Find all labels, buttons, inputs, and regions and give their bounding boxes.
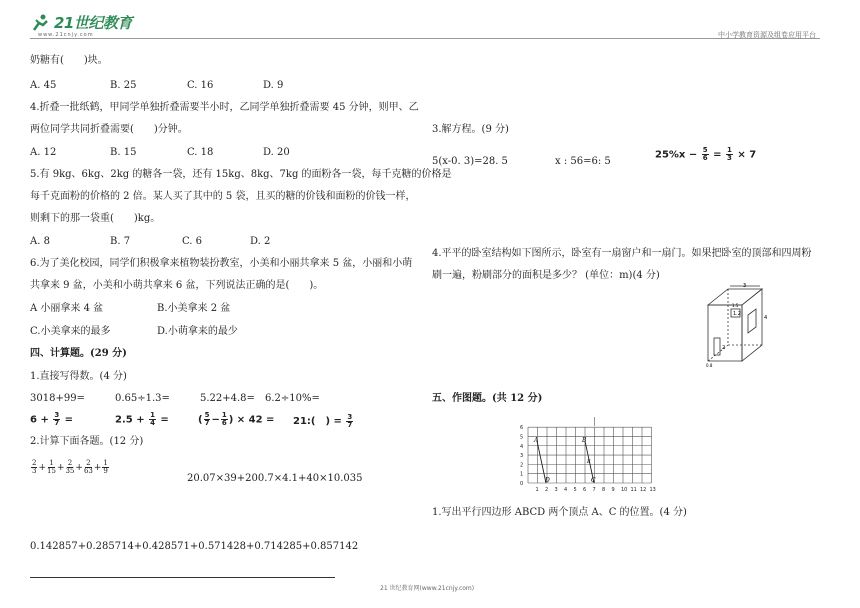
calc-1-item-7: ( $\frac{5}{7}$ − $\frac{1}{6}$ ) × 42 = — [198, 411, 275, 427]
point-E: E — [587, 459, 591, 465]
q4-option-d: D. 20 — [263, 147, 290, 158]
q3-tail: 奶糖有( )块。 — [30, 55, 108, 66]
room-question-line1: 4.平平的卧室结构如下图所示，卧室有一扇窗户和一扇门。如果把卧室的顶部和四周粉 — [432, 248, 812, 259]
calc-1-item-4: 6.2÷10%= — [265, 393, 320, 404]
grid-x-tick: 7 — [592, 487, 596, 493]
q5-text-line1: 5.有 9kg、6kg、2kg 的糖各一袋，还有 15kg、8kg、7kg 的面粉各一袋，每千克糖的价格是 — [30, 169, 452, 180]
q4-text-line1: 4.折叠一批纸鹤，甲同学单独折叠需要半小时，乙同学单独折叠需要 45 分钟，则甲、乙 — [30, 102, 419, 113]
calc-2-item-3: 0.142857+0.285714+0.428571+0.571428+0.714285+0.857142 — [30, 541, 359, 552]
equation-2: x : 56=6: 5 — [555, 156, 611, 167]
room-label-door: 2 — [722, 345, 726, 351]
room-question-line2: 刷一遍，粉刷部分的面积是多少？ (单位：m)(4 分) — [432, 270, 660, 281]
calc-2-item-1: $\frac{2}{3}$ + $\frac{1}{15}$ + $\frac{2}{35}$ + $\frac{2}{63}$ + $\frac{1}{9}$ — [32, 459, 108, 475]
calc-1-item-8: 21:( ) = $\frac{3}{7}$ — [293, 412, 353, 429]
calc-2-item-2: 20.07×39+200.7×4.1+40×10.035 — [187, 473, 363, 484]
grid-x-tick: 2 — [545, 487, 549, 493]
calc-1-item-3: 5.22+4.8= — [200, 393, 255, 404]
grid-x-tick: 9 — [611, 487, 615, 493]
point-A: A — [534, 437, 539, 444]
coordinate-grid — [518, 415, 670, 500]
q5-text-line2: 每千克面粉的价格的 2 倍。某人买了其中的 5 袋，且买的糖的价钱和面粉的价钱一样， — [30, 191, 416, 202]
calc-1-item-5: 6 + $\frac{3}{7}$ = — [30, 411, 74, 427]
q5-option-a: A. 8 — [30, 236, 50, 247]
grid-y-tick: 2 — [520, 462, 524, 469]
equation-3: 25%x − $\frac{5}{6}$ = $\frac{1}{3}$ × 7 — [655, 146, 757, 162]
room-figure — [700, 283, 770, 368]
point-D: D — [545, 477, 550, 484]
grid-x-tick: 3 — [554, 487, 558, 493]
q3-option-c: C. 16 — [187, 80, 214, 91]
grid-y-tick: 4 — [520, 443, 524, 450]
calc-1-item-2: 0.65÷1.3= — [115, 393, 170, 404]
equation-1: 5(x-0. 3)=28. 5 — [432, 156, 508, 167]
draw-question-1: 1.写出平行四边形 ABCD 两个顶点 A、C 的位置。(4 分) — [432, 507, 687, 518]
room-label-small: 0.8 — [706, 363, 713, 368]
equation-title: 3.解方程。(9 分) — [432, 124, 509, 135]
room-label-h: 4 — [764, 315, 768, 321]
q3-option-d: D. 9 — [263, 80, 284, 91]
grid-y-tick: 1 — [520, 471, 524, 478]
q6-option-a: A 小丽拿来 4 盆 — [30, 303, 104, 314]
header-platform-text: 中小学教育资源及组卷应用平台 — [718, 31, 816, 39]
calc-2-title: 2.计算下面各题。(12 分) — [30, 436, 144, 447]
q6-option-b: B.小美拿来 2 盆 — [157, 303, 231, 314]
grid-y-tick: 3 — [520, 453, 524, 460]
q6-text-line1: 6.为了美化校园，同学们积极拿来植物装扮教室，小美和小丽共拿来 5 盆，小丽和小萌 — [30, 258, 413, 269]
calc-1-item-6: 2.5 + $\frac{1}{4}$ = — [115, 411, 169, 427]
grid-y-tick: 0 — [520, 481, 524, 487]
header-logo — [30, 12, 132, 38]
grid-x-tick: 13 — [649, 487, 656, 493]
grid-x-tick: 6 — [583, 487, 587, 493]
q5-option-b: B. 7 — [110, 236, 131, 247]
grid-x-tick: 5 — [573, 487, 577, 493]
q3-option-b: B. 25 — [110, 80, 137, 91]
calc-1-item-1: 3018+99= — [30, 393, 85, 404]
grid-y-tick: 5 — [520, 434, 524, 441]
point-B: B — [582, 437, 587, 444]
grid-x-tick: 12 — [640, 487, 647, 493]
grid-x-tick: 10 — [621, 487, 628, 493]
q6-option-c: C.小美拿来的最多 — [30, 326, 111, 337]
q4-option-c: C. 18 — [187, 147, 214, 158]
room-label-top: 3 — [743, 283, 747, 289]
q3-option-a: A. 45 — [30, 80, 57, 91]
q4-option-a: A. 12 — [30, 147, 57, 158]
logo-url: www.21cnjy.com — [38, 32, 94, 38]
grid-y-tick: 6 — [520, 425, 524, 432]
q5-option-c: C. 6 — [182, 236, 203, 247]
section-5-title: 五、作图题。(共 12 分) — [432, 393, 543, 404]
q6-text-line2: 共拿来 9 盆，小美和小萌共拿来 6 盆，下列说法正确的是( )。 — [30, 280, 324, 291]
room-label-w1: 1.5 — [732, 303, 739, 308]
section-4-title: 四、计算题。(29 分) — [30, 348, 127, 359]
room-label-w2: 1.2 — [733, 311, 741, 317]
footer-text: 21 世纪教育网(www.21cnjy.com) — [380, 585, 475, 592]
grid-x-tick: 1 — [535, 487, 539, 493]
q5-option-d: D. 2 — [250, 236, 271, 247]
runner-logo-icon — [30, 14, 50, 32]
logo-text: 21世纪教育 — [54, 14, 132, 32]
grid-x-tick: 4 — [564, 487, 568, 493]
q4-text-line2: 两位同学共同折叠需要( )分钟。 — [30, 124, 188, 135]
footer-line — [30, 577, 335, 578]
q5-text-line3: 则剩下的那一袋重( )kg。 — [30, 213, 161, 224]
q4-option-b: B. 15 — [110, 147, 137, 158]
q6-option-d: D.小萌拿来的最少 — [157, 326, 238, 337]
point-C: C — [591, 477, 596, 484]
grid-x-tick: 11 — [630, 487, 637, 493]
header-divider — [30, 38, 820, 39]
calc-1-title: 1.直接写得数。(4 分) — [30, 371, 127, 382]
grid-x-tick: 8 — [602, 487, 606, 493]
